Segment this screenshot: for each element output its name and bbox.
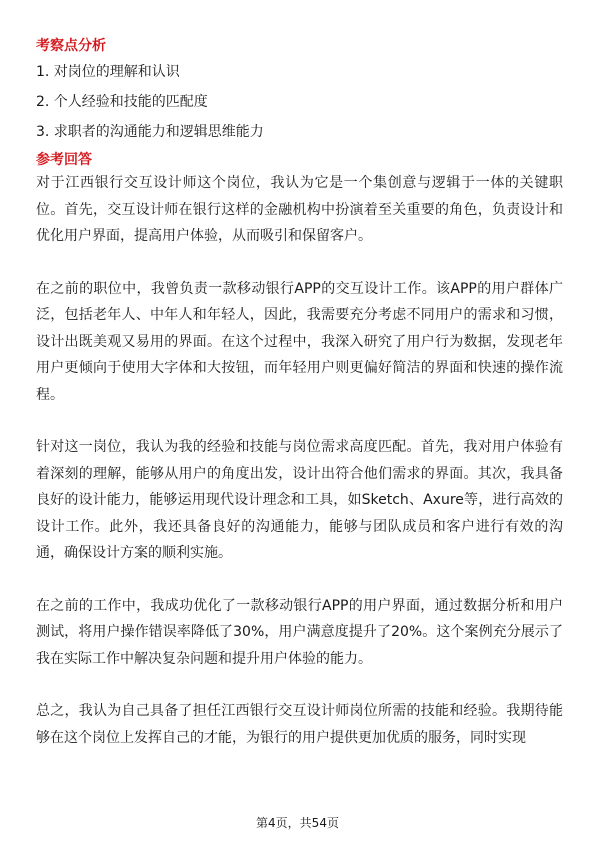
analysis-heading: 考察点分析 <box>36 38 106 54</box>
analysis-point: 1. 对岗位的理解和认识 <box>36 64 180 80</box>
answer-paragraph: 在之前的工作中，我成功优化了一款移动银行APP的用户界面，通过数据分析和用户测试，将用户操作错误率降低了30%，用户满意度提升了20%。这个案例充分展示了我在实际工作中解决复杂问题和提升用户体验的能力。 <box>36 597 563 667</box>
page-number: 第4页，共54页 <box>256 816 339 830</box>
analysis-point: 3. 求职者的沟通能力和逻辑思维能力 <box>36 124 264 140</box>
document-content <box>36 36 563 751</box>
answer-paragraph: 针对这一岗位，我认为我的经验和技能与岗位需求高度匹配。首先，我对用户体验有着深刻的理解，能够从用户的角度出发，设计出符合他们需求的界面。其次，我具备良好的设计能力，能够运用现代设计理念和工具，如Sketch、Axure等，进行高效的设计工作。此外，我还具备良好的沟通能力，能够与团队成员和客户进行有效的沟通，确保设计方案的顺利实施。 <box>36 439 563 561</box>
answer-paragraph: 在之前的职位中，我曾负责一款移动银行APP的交互设计工作。该APP的用户群体广泛，包括老年人、中年人和年轻人，因此，我需要充分考虑不同用户的需求和习惯，设计出既美观又易用的界面。在这个过程中，我深入研究了用户行为数据，发现老年用户更倾向于使用大字体和大按钮，而年轻用户则更偏好简洁的界面和快速的操作流程。 <box>36 280 563 403</box>
answer-paragraph: 总之，我认为自己具备了担任江西银行交互设计师岗位所需的技能和经验。我期待能够在这个岗位上发挥自己的才能，为银行的用户提供更加优质的服务，同时实现 <box>36 703 563 746</box>
analysis-points-list <box>36 62 563 142</box>
answer-heading: 参考回答 <box>36 152 92 168</box>
analysis-point: 2. 个人经验和技能的匹配度 <box>36 94 208 110</box>
answer-paragraph: 对于江西银行交互设计师这个岗位，我认为它是一个集创意与逻辑于一体的关键职位。首先，交互设计师在银行这样的金融机构中扮演着至关重要的角色，负责设计和优化用户界面，提高用户体验，从而吸引和保留客户。 <box>36 175 563 244</box>
